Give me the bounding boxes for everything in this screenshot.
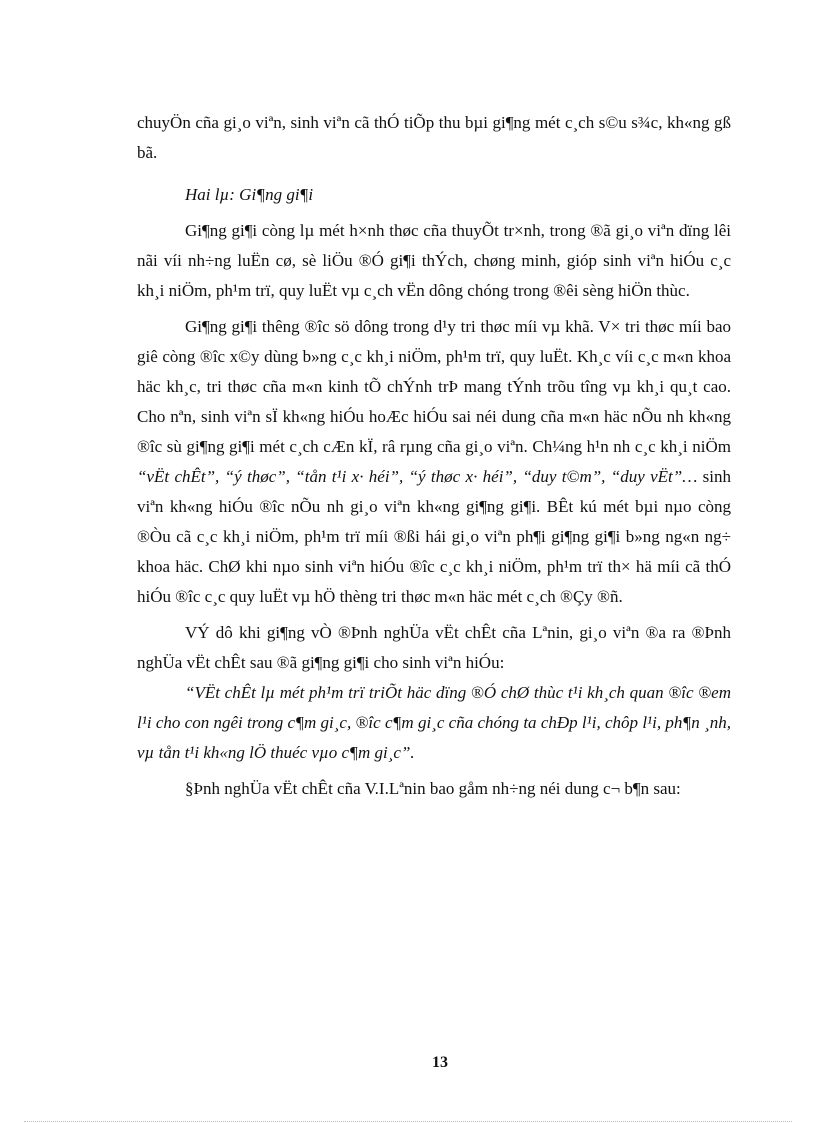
paragraph-usage: [137, 312, 731, 612]
paragraph-example: VÝ dô khi gi¶ng vÒ ®Þnh nghÜa vËt chÊt cña Lªnin, gi¸o viªn ®a ra ®Þnh nghÜa vËt chÊt sau ®ã gi¶ng gi¶i cho sinh viªn hiÓu:: [137, 623, 731, 672]
document-body: [137, 108, 731, 804]
paragraph-usage-text-b: sinh viªn kh«ng hiÓu ®îc nÕu nh gi¸o viªn kh«ng gi¶ng gi¶i. BÊt kú mét bµi nµo còng ®Òu cã c¸c kh¸i niÖm, ph¹m trï míi ®ßi hái gi¸o viªn ph¶i gi¶ng gi¶i b»ng ng«n ng÷ khoa häc. ChØ khi nµo sinh viªn hiÓu ®îc c¸c kh¸i niÖm, ph¹m trï th× hä míi cã thÓ hiÓu ®îc c¸c quy luËt vµ hÖ thèng tri thøc m«n häc mét c¸ch ®Çy ®ñ.: [137, 467, 732, 606]
paragraph-usage-terms: “vËt chÊt”, “ý thøc”, “tån t¹i x· héi”, “ý thøc x· héi”, “duy t©m”, “duy vËt”…: [137, 467, 698, 486]
paragraph-continuation: chuyÖn cña gi¸o viªn, sinh viªn cã thÓ tiÕp thu bµi gi¶ng mét c¸ch s©u s¾c, kh«ng gß bã.: [137, 113, 731, 162]
quote-text: “VËt chÊt lµ mét ph¹m trï triÕt häc dïng ®Ó chØ thùc t¹i kh¸ch quan ®îc ®em l¹i cho con ngêi trong c¶m gi¸c, ®îc c¶m gi¸c cña chóng ta chÐp l¹i, chôp l¹i, ph¶n ¸nh, vµ tån t¹i kh«ng lÖ thuéc vµo c¶m gi¸c”.: [137, 683, 731, 762]
section-heading: Hai lµ: Gi¶ng gi¶i: [185, 185, 314, 204]
paragraph-usage-text-a: Gi¶ng gi¶i thêng ®îc sö dông trong d¹y tri thøc míi vµ khã. V× tri thøc míi bao giê còng ®îc x©y dùng b»ng c¸c kh¸i niÖm, ph¹m trï, quy luËt. Kh¸c víi c¸c m«n khoa häc kh¸c, tri thøc cña m«n kinh tÕ chÝnh trÞ mang tÝnh trõu tîng vµ kh¸i qu¸t cao. Cho nªn, sinh viªn sÏ kh«ng hiÓu hoÆc hiÓu sai néi dung cña m«n häc nÕu nh kh«ng ®îc sù gi¶ng gi¶i mét c¸ch cÆn kÏ, râ rµng cña gi¸o viªn. Ch¼ng h¹n nh c¸c kh¸i niÖm: [137, 317, 731, 456]
paragraph-definition: Gi¶ng gi¶i còng lµ mét h×nh thøc cña thuyÕt tr×nh, trong ®ã gi¸o viªn dïng lêi nãi víi nh÷ng luËn cø, sè liÖu ®Ó gi¶i thÝch, chøng minh, gióp sinh viªn hiÓu c¸c kh¸i niÖm, ph¹m trï, quy luËt vµ c¸ch vËn dông chóng trong ®êi sèng hiÖn thùc.: [137, 221, 731, 300]
footer-divider: [24, 1121, 792, 1122]
paragraph-summary: §Þnh nghÜa vËt chÊt cña V.I.Lªnin bao gåm nh÷ng néi dung c¬ b¶n sau:: [185, 779, 681, 798]
page-number: 13: [432, 1054, 448, 1071]
quote-definition: [137, 678, 731, 768]
